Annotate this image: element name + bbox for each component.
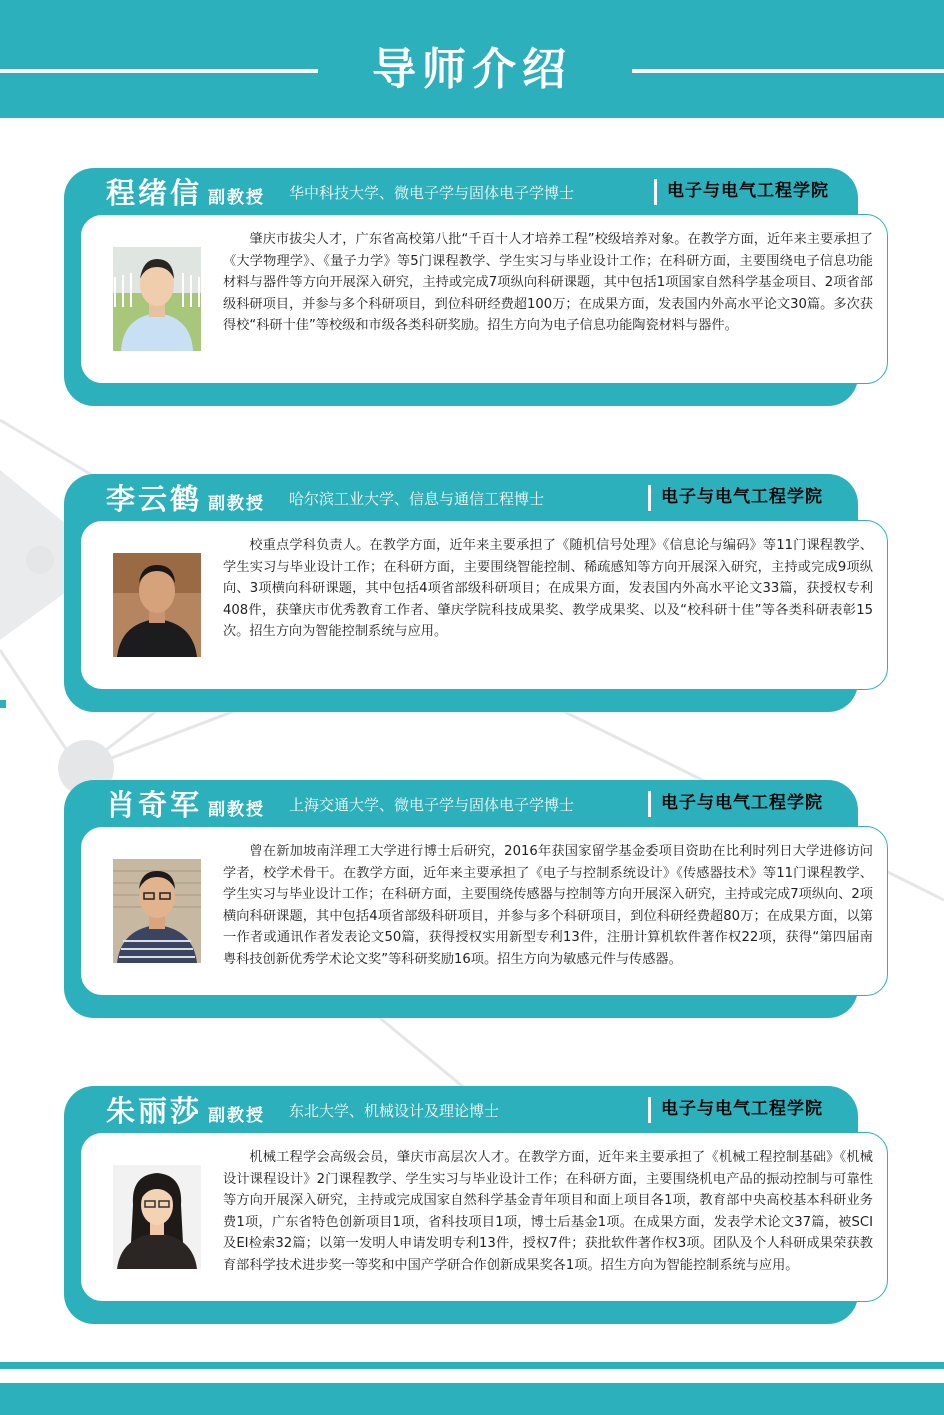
professor-card bbox=[64, 1086, 888, 1324]
portrait-photo bbox=[113, 247, 201, 351]
professor-name: 李云鹤 bbox=[106, 481, 203, 516]
professor-title: 副教授 bbox=[208, 799, 266, 820]
professor-college: 电子与电气工程学院 bbox=[661, 487, 823, 507]
footer-stripe-thin bbox=[0, 1362, 944, 1369]
professor-card bbox=[64, 780, 888, 1018]
professor-degree: 上海交通大学、微电子学与固体电子学博士 bbox=[289, 795, 575, 814]
header-separator bbox=[654, 179, 657, 205]
professor-title: 副教授 bbox=[208, 493, 266, 514]
professor-college: 电子与电气工程学院 bbox=[661, 793, 823, 813]
professor-title: 副教授 bbox=[208, 1105, 266, 1126]
professor-title: 副教授 bbox=[208, 187, 266, 208]
professor-degree: 东北大学、机械设计及理论博士 bbox=[289, 1101, 500, 1120]
professor-degree: 华中科技大学、微电子学与固体电子学博士 bbox=[289, 183, 575, 202]
header-separator bbox=[648, 485, 651, 511]
portrait-photo bbox=[113, 859, 201, 963]
professor-bio: 肇庆市拔尖人才，广东省高校第八批“千百十人才培养工程”校级培养对象。在教学方面，近年来主要承担了《大学物理学》、《量子力学》等5门课程教学、学生实习与毕业设计工作；在科研方面，主要围绕电子信息功能材料与器件等方向开展深入研究，主持或完成7项纵向科研课题，其中包括1项国家自然科学基金项目、2项省部级科研项目，并参与多个科研项目，到位科研经费超100万；在成果方面，发表国内外高水平论文30篇。多次获得校“科研十佳”等校级和市级各类科研奖励。招生方向为电子信息功能陶瓷材料与器件。 bbox=[223, 232, 873, 333]
professor-name: 肖奇军 bbox=[106, 787, 203, 822]
card-content-panel bbox=[80, 1132, 888, 1302]
professor-college: 电子与电气工程学院 bbox=[667, 181, 829, 201]
professor-card bbox=[64, 168, 888, 406]
header-banner bbox=[0, 0, 944, 118]
professor-bio: 机械工程学会高级会员，肇庆市高层次人才。在教学方面，近年来主要承担了《机械工程控制基础》《机械设计课程设计》2门课程教学、学生实习与毕业设计工作；在科研方面，主要围绕机电产品的振动控制与可靠性等方向开展深入研究，主持或完成国家自然科学基金青年项目和面上项目各1项，教育部中央高校基本科研业务费1项，广东省特色创新项目1项，省科技项目1项，博士后基金1项。在成果方面，发表学术论文37篇，被SCI及EI检索32篇；以第一发明人申请发明专利13件，授权7件；获批软件著作权3项。团队及个人科研成果荣获教育部科学技术进步奖一等奖和中国产学研合作创新成果奖各1项。招生方向为智能控制系统与应用。 bbox=[223, 1150, 873, 1273]
professor-bio: 校重点学科负责人。在教学方面，近年来主要承担了《随机信号处理》《信息论与编码》等11门课程教学、学生实习与毕业设计工作；在科研方面，主要围绕智能控制、稀疏感知等方向开展深入研究，主持或完成9项纵向、3项横向科研课题，其中包括4项省部级科研项目；在成果方面，发表国内外高水平论文33篇，获授权专利408件，获肇庆市优秀教育工作者、肇庆学院科技成果奖、教学成果奖、以及“校科研十佳”等各类科研表彰15次。招生方向为智能控制系统与应用。 bbox=[223, 538, 873, 639]
card-content-panel bbox=[80, 826, 888, 996]
page-title: 导师介绍 bbox=[372, 44, 572, 95]
professor-bio: 曾在新加坡南洋理工大学进行博士后研究，2016年获国家留学基金委项目资助在比利时列日大学进修访问学者，校学术骨干。在教学方面，近年来主要承担了《电子与控制系统设计》《传感器技术》等11门课程教学、学生实习与毕业设计工作；在科研方面，主要围绕传感器与控制等方向开展深入研究，主持或完成7项纵向、2项横向科研课题，其中包括4项省部级科研项目，并参与多个科研项目，到位科研经费超80万；在成果方面，以第一作者或通讯作者发表论文50篇，获得授权实用新型专利13件，注册计算机软件著作权22项，获得“第四届南粤科技创新优秀学术论文奖”等科研奖励16项。招生方向为敏感元件与传感器。 bbox=[223, 844, 873, 967]
card-content-panel bbox=[80, 214, 888, 384]
header-separator bbox=[648, 791, 651, 817]
professor-degree: 哈尔滨工业大学、信息与通信工程博士 bbox=[289, 489, 545, 508]
professor-card bbox=[64, 474, 888, 712]
card-content-panel bbox=[80, 520, 888, 690]
portrait-photo bbox=[113, 1165, 201, 1269]
professor-name: 程绪信 bbox=[106, 175, 203, 210]
footer-stripe-thick bbox=[0, 1383, 944, 1415]
header-separator bbox=[648, 1097, 651, 1123]
professor-college: 电子与电气工程学院 bbox=[661, 1099, 823, 1119]
professor-name: 朱丽莎 bbox=[106, 1093, 203, 1128]
portrait-photo bbox=[113, 553, 201, 657]
